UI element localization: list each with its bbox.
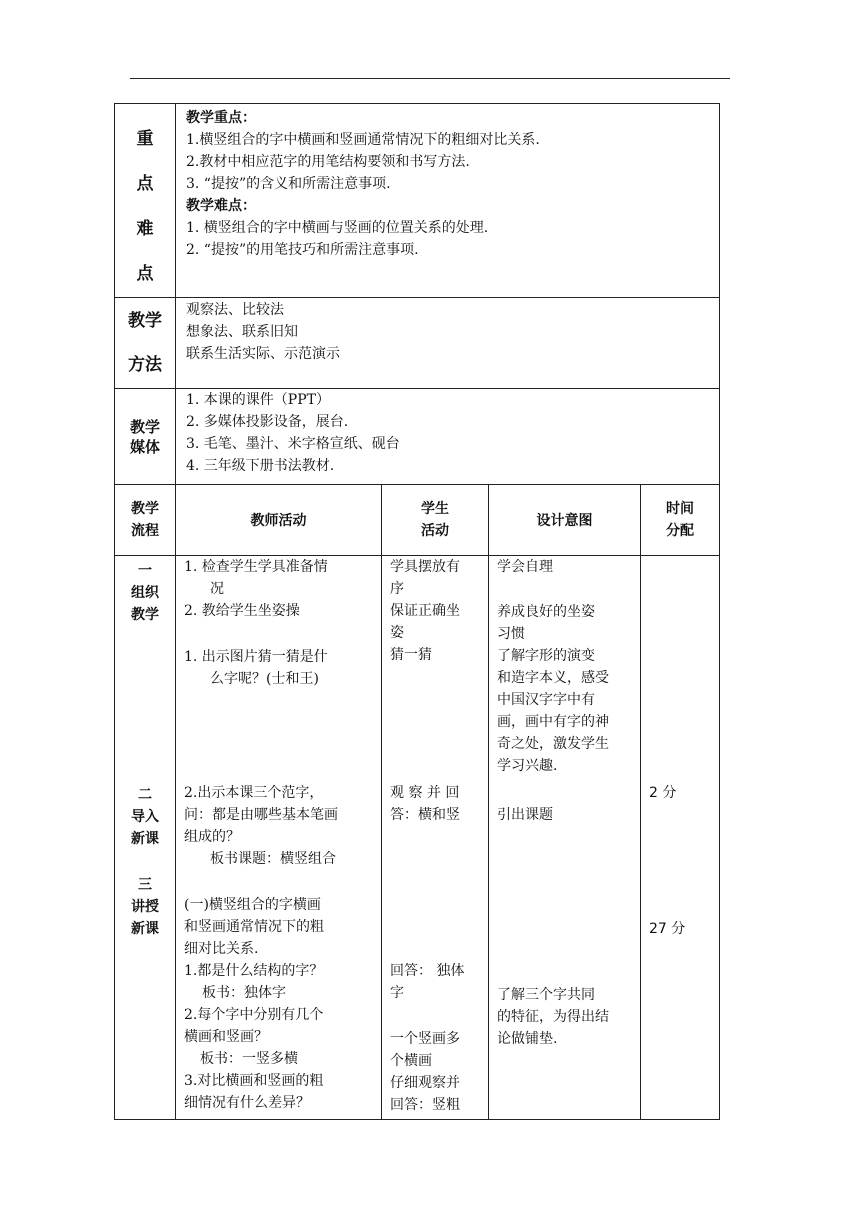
focus-item: 3. “提按”的含义和所需注意事项.	[186, 176, 391, 192]
media-item: 3. 毛笔、墨汁、米字格宣纸、砚台	[186, 436, 400, 452]
intent-note: 画，画中有字的神	[497, 714, 609, 730]
media-label: 教学 媒体	[115, 389, 176, 485]
design-intent-cell	[489, 556, 641, 1120]
difficulty-item: 1. 横竖组合的字中横画与竖画的位置关系的处理.	[186, 220, 489, 236]
stage-label: 组织	[131, 585, 159, 601]
media-item: 2. 多媒体投影设备，展台.	[186, 414, 349, 430]
student-step: 个横画	[390, 1053, 432, 1069]
student-step: 答：横和竖	[390, 807, 460, 823]
intent-note: 了解三个字共同	[497, 987, 595, 1003]
method-item: 想象法、联系旧知	[186, 324, 298, 340]
media-item: 1. 本课的课件（PPT）	[186, 392, 330, 408]
student-step: 姿	[390, 625, 404, 641]
focus-item: 1.横竖组合的字中横画和竖画通常情况下的粗细对比关系.	[186, 132, 540, 148]
teacher-step: 3.对比横画和竖画的粗	[184, 1073, 324, 1089]
student-step: 一个竖画多	[390, 1031, 460, 1047]
board-note: 板书：独体字	[202, 985, 286, 1001]
time-value: 27 分	[649, 921, 686, 937]
key-points-row	[115, 104, 720, 298]
intent-note: 和造字本义，感受	[497, 670, 609, 686]
method-item: 观察法、比较法	[186, 302, 284, 318]
teacher-step: 么字呢？(士和王)	[210, 671, 319, 687]
header-rule	[130, 78, 730, 79]
board-note: 板书：一竖多横	[200, 1051, 298, 1067]
methods-row	[115, 298, 720, 389]
intent-note: 的特征，为得出结	[497, 1009, 609, 1025]
methods-content	[176, 298, 720, 389]
stage-label: 导入	[131, 809, 159, 825]
process-stage-cell	[115, 556, 176, 1120]
intent-note: 学习兴趣.	[497, 758, 558, 774]
intent-note: 养成良好的坐姿	[497, 604, 595, 620]
stage-label: 新课	[131, 921, 159, 937]
teacher-step: 2.出示本课三个范字，	[184, 785, 324, 801]
intent-note: 学会自理	[497, 559, 553, 575]
focus-heading: 教学重点：	[186, 110, 256, 126]
intent-note: 引出课题	[497, 807, 553, 823]
stage-label: 新课	[131, 831, 159, 847]
process-header-row	[115, 485, 720, 556]
process-body-row	[115, 556, 720, 1120]
teacher-step: 细情况有什么差异？	[184, 1095, 310, 1111]
teacher-step: 况	[210, 581, 224, 597]
teacher-activity-cell	[176, 556, 382, 1120]
time-value: 2 分	[649, 785, 677, 801]
process-col-stage: 教学 流程	[115, 485, 176, 556]
teacher-step: 问：都是由哪些基本笔画	[184, 807, 338, 823]
student-step: 仔细观察并	[390, 1075, 460, 1091]
media-content	[176, 389, 720, 485]
intent-note: 论做铺垫.	[497, 1031, 558, 1047]
student-step: 猜一猜	[390, 647, 432, 663]
focus-item: 2.教材中相应范字的用笔结构要领和书写方法.	[186, 154, 470, 170]
difficulty-item: 2. “提按”的用笔技巧和所需注意事项.	[186, 242, 419, 258]
student-step: 字	[390, 985, 404, 1001]
teacher-step: 2. 教给学生坐姿操	[184, 603, 300, 619]
stage-number: 三	[138, 877, 152, 893]
teacher-step: 2.每个字中分别有几个	[184, 1007, 324, 1023]
student-step: 回答：竖粗	[390, 1097, 460, 1113]
intent-note: 中国汉字字中有	[497, 692, 595, 708]
intent-note: 习惯	[497, 626, 525, 642]
key-points-label: 重 点 难 点	[115, 104, 176, 298]
process-col-intent: 设计意图	[489, 485, 641, 556]
process-col-student: 学生 活动	[382, 485, 489, 556]
stage-number: 二	[138, 787, 152, 803]
teacher-step: 1. 出示图片猜一猜是什	[184, 649, 328, 665]
teacher-step: (一)横竖组合的字横画	[184, 897, 321, 913]
student-step: 观 察 并 回	[390, 785, 460, 801]
teacher-step: 细对比关系.	[184, 941, 259, 957]
teacher-step: 组成的？	[184, 829, 240, 845]
media-item: 4. 三年级下册书法教材.	[186, 458, 335, 474]
methods-label: 教学 方法	[115, 298, 176, 389]
method-item: 联系生活实际、示范演示	[186, 346, 340, 362]
teacher-step: 1. 检查学生学具准备情	[184, 559, 328, 575]
stage-number: 一	[138, 563, 152, 579]
key-points-content	[176, 104, 720, 298]
media-row	[115, 389, 720, 485]
student-step: 回答： 独体	[390, 963, 465, 979]
teacher-step: 和竖画通常情况下的粗	[184, 919, 324, 935]
student-step: 保证正确坐	[390, 603, 460, 619]
difficulty-heading: 教学难点：	[186, 198, 256, 214]
stage-label: 讲授	[131, 899, 159, 915]
board-title: 板书课题：横竖组合	[210, 851, 336, 867]
teacher-step: 横画和竖画？	[184, 1029, 268, 1045]
stage-label: 教学	[131, 607, 159, 623]
lesson-plan-table	[114, 103, 720, 1120]
student-activity-cell	[382, 556, 489, 1120]
process-col-time: 时间 分配	[641, 485, 720, 556]
process-col-teacher: 教师活动	[176, 485, 382, 556]
student-step: 学具摆放有	[390, 559, 460, 575]
time-allocation-cell	[641, 556, 720, 1120]
intent-note: 奇之处，激发学生	[497, 736, 609, 752]
student-step: 序	[390, 581, 404, 597]
intent-note: 了解字形的演变	[497, 648, 595, 664]
teacher-step: 1.都是什么结构的字？	[184, 963, 324, 979]
